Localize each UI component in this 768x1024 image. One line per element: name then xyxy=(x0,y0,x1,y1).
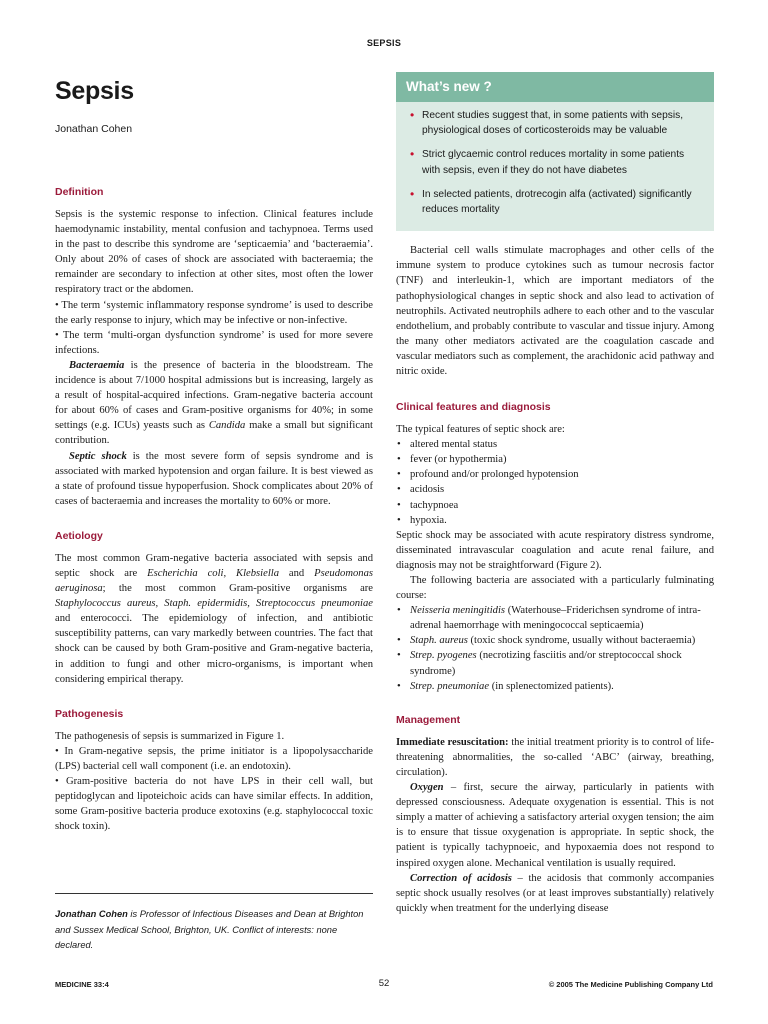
running-head: SEPSIS xyxy=(366,38,402,48)
oxygen-term: Oxygen xyxy=(410,782,444,794)
article-title: Sepsis xyxy=(55,77,134,105)
journal-citation: MEDICINE 33:4 xyxy=(55,980,109,989)
bacteraemia-text: is the presence of bacteria in the bloodstream. The incidence is about 7/1000 hospital admissions but is increasing, largely as a result of hospital-acquired infections. Gram-negative bacteria account for about 60% of cases and Gram-positive organisms for 40%; in some settings (e.g. ICUs) yeasts such as xyxy=(55,359,373,432)
bacteraemia-paragraph xyxy=(55,358,373,449)
bacteria-item xyxy=(396,633,714,648)
bacteria-note: (toxic shock syndrome, usually without bacteraemia) xyxy=(467,635,696,647)
resuscitation-term: Immediate resuscitation: xyxy=(396,736,509,748)
septic-shock-paragraph xyxy=(55,449,373,509)
bacteria-name: Strep. pneumoniae xyxy=(410,680,490,692)
septic-shock-text: is the most severe form of sepsis syndrome and is associated with marked hypotension and organ failure. It is best viewed as a state of profound tissue hypoperfusion. Shock complicates about 20% of cases of bacteraemia and increases the mortality to 60% or more. xyxy=(55,450,373,507)
aetiology-text-4: and enterococci. The epidemiology of infection, and antibiotic susceptibility patterns, can vary markedly between countries. The fact that shock can be caused by both Gram-positive and Gram-negative bacteria, in addition to fungi and other micro-organisms, is important when considering empirical therapy. xyxy=(55,613,373,685)
left-column xyxy=(55,76,373,834)
bacteraemia-text-end: make a small but significant contribution. xyxy=(55,420,373,447)
bacteria-name: Staph. aureus xyxy=(410,635,468,647)
heading-aetiology: Aetiology xyxy=(55,529,103,542)
acidosis-paragraph xyxy=(396,871,714,916)
feature-item: • tachypnoea xyxy=(396,498,714,513)
whats-new-box xyxy=(396,72,714,231)
bacteria-item xyxy=(396,603,714,633)
bacteria-name: Strep. pyogenes xyxy=(410,650,477,662)
acidosis-text: – the acidosis that commonly accompanies septic shock usually resolves (or at least improves substantially) relatively quickly when treatment for the underlying disease xyxy=(396,872,714,914)
pathogenesis-bullet-gram-negative: • In Gram-negative sepsis, the prime initiator is a lipopolysaccharide (LPS) bacterial cell wall component (i.e. an endotoxin). xyxy=(55,745,373,772)
aetiology-text-2: and xyxy=(279,567,315,579)
author-name: Jonathan Cohen xyxy=(55,123,133,135)
whats-new-heading: What’s new ? xyxy=(396,72,714,102)
whats-new-list xyxy=(396,102,714,231)
pathogenesis-intro: The pathogenesis of sepsis is summarized in Figure 1. xyxy=(55,730,285,742)
author-footnote xyxy=(55,907,373,954)
bacteraemia-term: Bacteraemia xyxy=(69,359,125,371)
pathogenesis-bullet-gram-positive: • Gram-positive bacteria do not have LPS in their cell wall, but peptidoglycan and lipoteichoic acids can have similar effects. In addition, some Gram-positive bacteria produce exotoxins (e.g. staphylococcal toxic shock toxin). xyxy=(55,776,373,833)
aetiology-species-2: Pseudomonas aeruginosa xyxy=(55,567,373,595)
clinical-intro: The typical features of septic shock are: xyxy=(396,424,565,436)
feature-item: • fever (or hypothermia) xyxy=(396,452,714,467)
features-list xyxy=(396,437,714,528)
aetiology-paragraph xyxy=(55,551,373,687)
clinical-complications: Septic shock may be associated with acute respiratory distress syndrome, disseminated intravascular coagulation and acute renal failure, and diagnosis may not be straightforward (Figure 2). xyxy=(396,529,714,571)
aetiology-species-1: Escherichia coli, Klebsiella xyxy=(147,567,280,579)
feature-item: • profound and/or prolonged hypotension xyxy=(396,467,714,482)
aetiology-text-1: The most common Gram-negative bacteria associated with sepsis and septic shock are xyxy=(55,552,373,579)
definition-bullet-sirs: • The term ‘systemic inflammatory response syndrome’ is used to describe the early response to injury, which may be infective or non-infective. xyxy=(55,299,373,326)
copyright-notice: © 2005 The Medicine Publishing Company Ltd xyxy=(548,980,713,989)
definition-bullet-mods: • The term ‘multi-organ dysfunction syndrome’ is used for more severe infections. xyxy=(55,329,373,356)
feature-item: • hypoxia. xyxy=(396,513,714,528)
candida-term: Candida xyxy=(208,420,246,432)
heading-management: Management xyxy=(396,713,461,726)
fulminating-intro: The following bacteria are associated with a particularly fulminating course: xyxy=(396,575,714,602)
aetiology-text-3: ; the most common Gram-positive organisms are xyxy=(102,583,373,595)
footnote-text: is Professor of Infectious Diseases and Dean at Brighton and Sussex Medical School, Brighton, UK. Conflict of interests: none declared. xyxy=(55,909,364,950)
bacteria-note: (in splenectomized patients). xyxy=(489,680,614,692)
whats-new-item: • In selected patients, drotrecogin alfa (activated) significantly reduces mortality xyxy=(422,187,698,217)
right-column xyxy=(396,72,714,916)
bacteria-list xyxy=(396,603,714,694)
page-number: 52 xyxy=(378,978,390,989)
whats-new-item: • Recent studies suggest that, in some patients with sepsis, physiological doses of corticosteroids may be valuable xyxy=(422,108,698,138)
bacteria-name: Neisseria meningitidis xyxy=(410,605,506,617)
footnote-author-name: Jonathan Cohen xyxy=(55,909,128,919)
septic-shock-term: Septic shock xyxy=(69,450,127,462)
footnote-divider xyxy=(55,893,373,894)
bacteria-item xyxy=(396,648,714,678)
definition-paragraph: Sepsis is the systemic response to infection. Clinical features include haemodynamic instability, mental confusion and tachypnoea. Terms used in the past to describe this syndrome are ‘septicaemia’ and ‘bacteraemia’. Only about 20% of cases of shock are associated with bacteraemia; the remainder are secondary to infection at other sites, most often the lower respiratory tract or the abdomen. xyxy=(55,209,373,296)
heading-clinical-features: Clinical features and diagnosis xyxy=(396,401,551,414)
resuscitation-paragraph xyxy=(396,735,714,780)
heading-definition: Definition xyxy=(55,186,104,198)
oxygen-text: – first, secure the airway, particularly in patients with depressed consciousness. Adequate oxygenation is essential. This is not simply a matter of achieving a satisfactory arterial oxygen tension; the aim is to ensure that tissue oxygenation is appropriate. In septic shock, the patient is typically tachypnoeic, and hypoxaemia does not respond to inspired oxygen alone. Mechanical ventilation is usually required. xyxy=(396,782,714,869)
acidosis-term: Correction of acidosis xyxy=(410,872,512,884)
oxygen-paragraph xyxy=(396,780,714,871)
aetiology-species-3: Staphylococcus aureus, Staph. epidermidis, Streptococcus pneumoniae xyxy=(55,598,373,610)
bacteria-note: (Waterhouse–Friderichsen syndrome of intra-adrenal haemorrhage with meningococcal septicaemia) xyxy=(410,605,701,632)
resuscitation-text: the initial treatment priority is to control of life-threatening abnormalities, the so-called ‘ABC’ (airway, breathing, circulation). xyxy=(396,736,714,778)
whats-new-item: • Strict glycaemic control reduces mortality in some patients with sepsis, even if they do not have diabetes xyxy=(422,147,698,177)
heading-pathogenesis: Pathogenesis xyxy=(55,707,124,720)
feature-item: • acidosis xyxy=(396,482,714,497)
bacteria-item xyxy=(396,679,714,694)
bacteria-note: (necrotizing fasciitis and/or streptococcal shock syndrome) xyxy=(410,650,682,677)
cytokine-paragraph: Bacterial cell walls stimulate macrophages and other cells of the immune system to produce cytokines such as tumour necrosis factor (TNF) and interleukin-1, which are important mediators of the pathophysiological changes in septic shock and also lead to activation of neutrophils. Activated neutrophils adhere to each other and to the vascular endothelium, and probably contribute to vascular and tissue injury. Among the many other mediators activated are the coagulation cascade and vascular mediators such as complement, the arachidonic acid pathway and nitric oxide. xyxy=(396,245,714,377)
feature-item: • altered mental status xyxy=(396,437,714,452)
